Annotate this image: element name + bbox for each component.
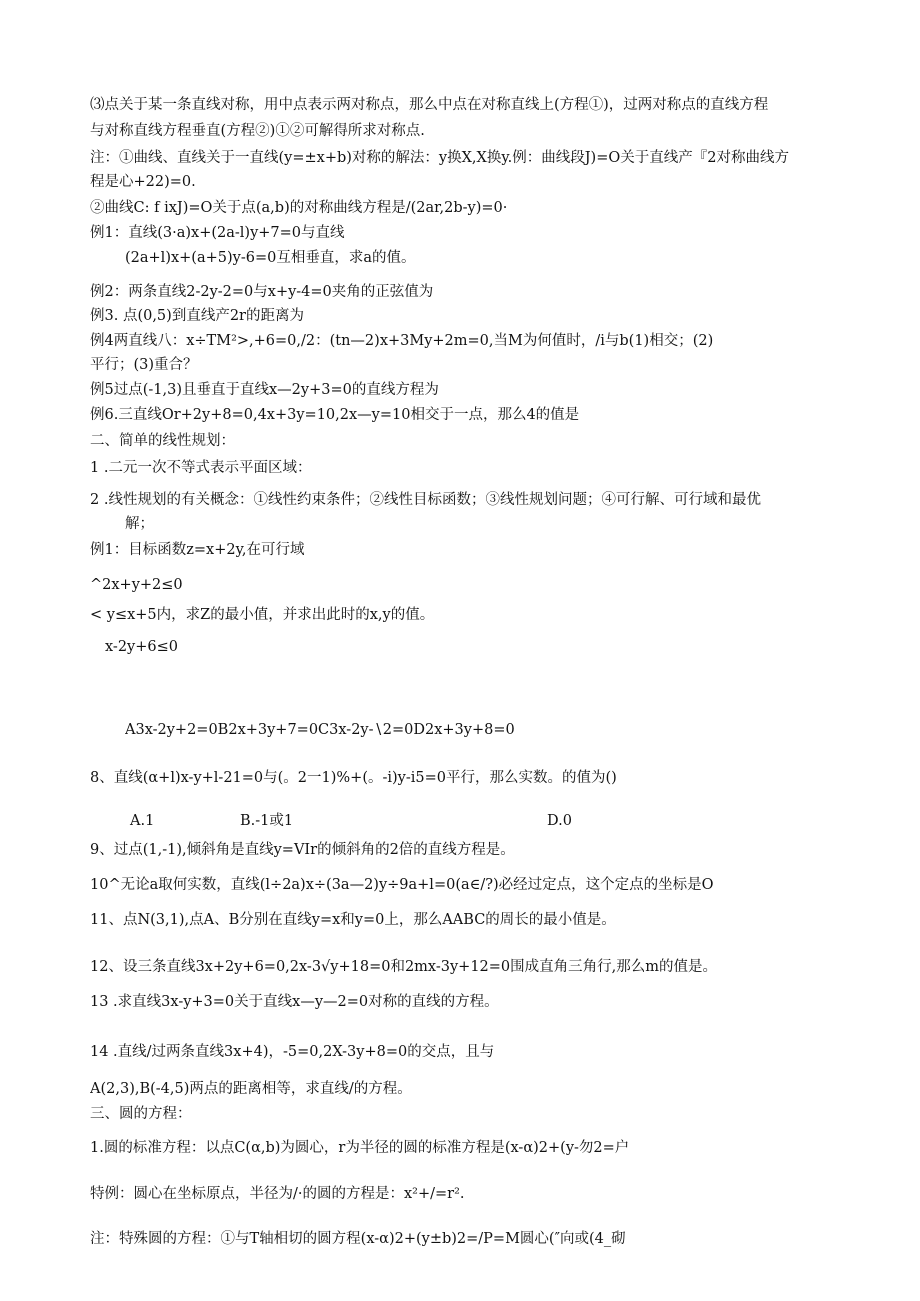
text-line: 10^无论a取何实数，直线(l÷2a)x÷(3a—2)y÷9a+l=0(a∈/?)必经过定点，这个定点的坐标是O [90,877,714,893]
text-line: ^2x+y+2≤0 [90,577,183,593]
text-line: 1 .二元一次不等式表示平面区域： [90,460,312,476]
text-line: 例2：两条直线2-2y-2=0与x+y-4=0夹角的正弦值为 [90,284,434,300]
option-a: A.1 [130,813,155,829]
text-line: 平行；(3)重合？ [90,357,198,373]
text-line: 注：特殊圆的方程：①与T轴相切的圆方程(x-α)2+(y±b)2=/P=M圆心(″向或(4_砌 [90,1231,626,1247]
text-line: 程是心+22)=0. [90,174,196,190]
text-line: ②曲线C: f ixJ)=O关于点(a,b)的对称曲线方程是/(2ar,2b-y)=0· [90,200,508,216]
text-line: 1.圆的标准方程：以点C(α,b)为圆心，r为半径的圆的标准方程是(x-α)2+(y-勿2=户 [90,1140,630,1156]
text-line: 12、设三条直线3x+2y+6=0,2x-3√y+18=0和2mx-3y+12=0围成直角三角行,那么m的值是。 [90,959,718,975]
section-heading: 三、圆的方程： [90,1106,192,1122]
section-heading: 二、简单的线性规划： [90,433,235,449]
text-line: 注：①曲线、直线关于一直线(y=±x+b)对称的解法：y换X,X换y.例：曲线段J)=O关于直线产『2对称曲线方 [90,150,789,166]
text-line: 例4两直线八：x÷TM²>,+6=0,/2：(tn—2)x+3My+2m=0,当M为何值时，/i与b(1)相交；(2) [90,333,714,349]
text-line: 2 .线性规划的有关概念：①线性约束条件；②线性目标函数；③线性规划问题；④可行解、可行域和最优 [90,492,761,508]
text-line: A(2,3),B(-4,5)两点的距离相等，求直线/的方程。 [90,1081,412,1097]
text-line: 例5过点(-1,3)且垂直于直线x—2y+3=0的直线方程为 [90,382,439,398]
text-line: 11、点N(3,1),点A、B分别在直线y=x和y=0上，那么AABC的周长的最小值是。 [90,912,616,928]
text-line: 14 .直线/过两条直线3x+4)，-5=0,2X-3y+8=0的交点，且与 [90,1044,495,1060]
text-line: 例1：直线(3·a)x+(2a-l)y+7=0与直线 [90,225,345,241]
text-line: A3x-2y+2=0B2x+3y+7=0C3x-2y-∖2=0D2x+3y+8=0 [125,722,515,738]
text-line: ⑶点关于某一条直线对称，用中点表示两对称点，那么中点在对称直线上(方程①)，过两对称点的直线方程 [90,97,769,113]
text-line: 8、直线(α+l)x-y+l-21=0与(。2一1)%+(。-i)y-i5=0平行，那么实数。的值为() [90,770,617,786]
option-d: D.0 [547,813,572,829]
text-line: 特例：圆心在坐标原点，半径为/·的圆的方程是：x²+/=r². [90,1186,465,1202]
text-line: 与对称直线方程垂直(方程②)①②可解得所求对称点. [90,123,425,139]
text-line: 13 .求直线3x-y+3=0关于直线x—y—2=0对称的直线的方程。 [90,994,499,1010]
text-line: x-2y+6≤0 [105,639,178,655]
text-line: 解； [125,516,154,532]
text-line: (2a+l)x+(a+5)y-6=0互相垂直，求a的值。 [125,250,416,266]
text-line: 例1：目标函数z=x+2y,在可行域 [90,542,305,558]
text-line: 例3. 点(0,5)到直线产2r的距离为 [90,308,304,324]
option-b: B.-1或1 [240,813,294,829]
text-line: 9、过点(1,-1),倾斜角是直线y=VIr的倾斜角的2倍的直线方程是。 [90,842,515,858]
text-line: < y≤x+5内，求Z的最小值，并求出此时的x,y的值。 [90,607,435,623]
text-line: 例6.三直线Or+2y+8=0,4x+3y=10,2x—y=10相交于一点，那么4的值是 [90,407,580,423]
